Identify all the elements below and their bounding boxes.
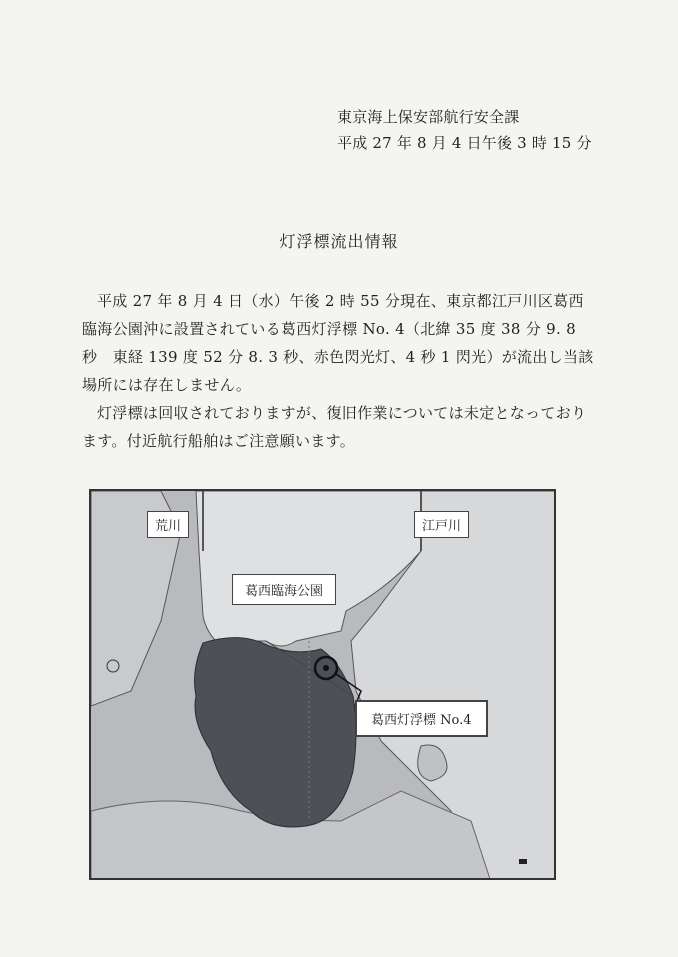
issuing-office: 東京海上保安部航行安全課: [337, 108, 520, 126]
label-arakawa-river: 荒川: [147, 511, 189, 538]
location-map: [89, 489, 556, 880]
body-paragraph-2: 灯浮標は回収されておりますが、復旧作業については未定となっております。付近航行船舶はご注意願います。: [82, 404, 587, 450]
document-header: [337, 104, 667, 156]
label-kasai-rinkai-park: 葛西臨海公園: [232, 574, 336, 605]
issue-datetime: 平成 27 年 8 月 4 日午後 3 時 15 分: [337, 134, 592, 152]
label-edogawa-river: 江戸川: [414, 511, 469, 538]
document-body: [82, 287, 594, 455]
map-drawing: [91, 491, 556, 880]
buoy-position-dot: [323, 665, 329, 671]
label-kasai-buoy-no4: 葛西灯浮標 No.4: [355, 700, 488, 737]
tidal-flat: [195, 638, 356, 827]
body-paragraph-1: 平成 27 年 8 月 4 日（水）午後 2 時 55 分現在、東京都江戸川区葛西臨海公園沖に設置されている葛西灯浮標 No. 4（北緯 35 度 38 分 9. 8 秒 東経 139 度 52 分 8. 3 秒、赤色閃光灯、4 秒 1 閃光）が流出し当該場所には存在しません。: [82, 292, 594, 394]
document-title: 灯浮標流出情報: [279, 232, 399, 251]
